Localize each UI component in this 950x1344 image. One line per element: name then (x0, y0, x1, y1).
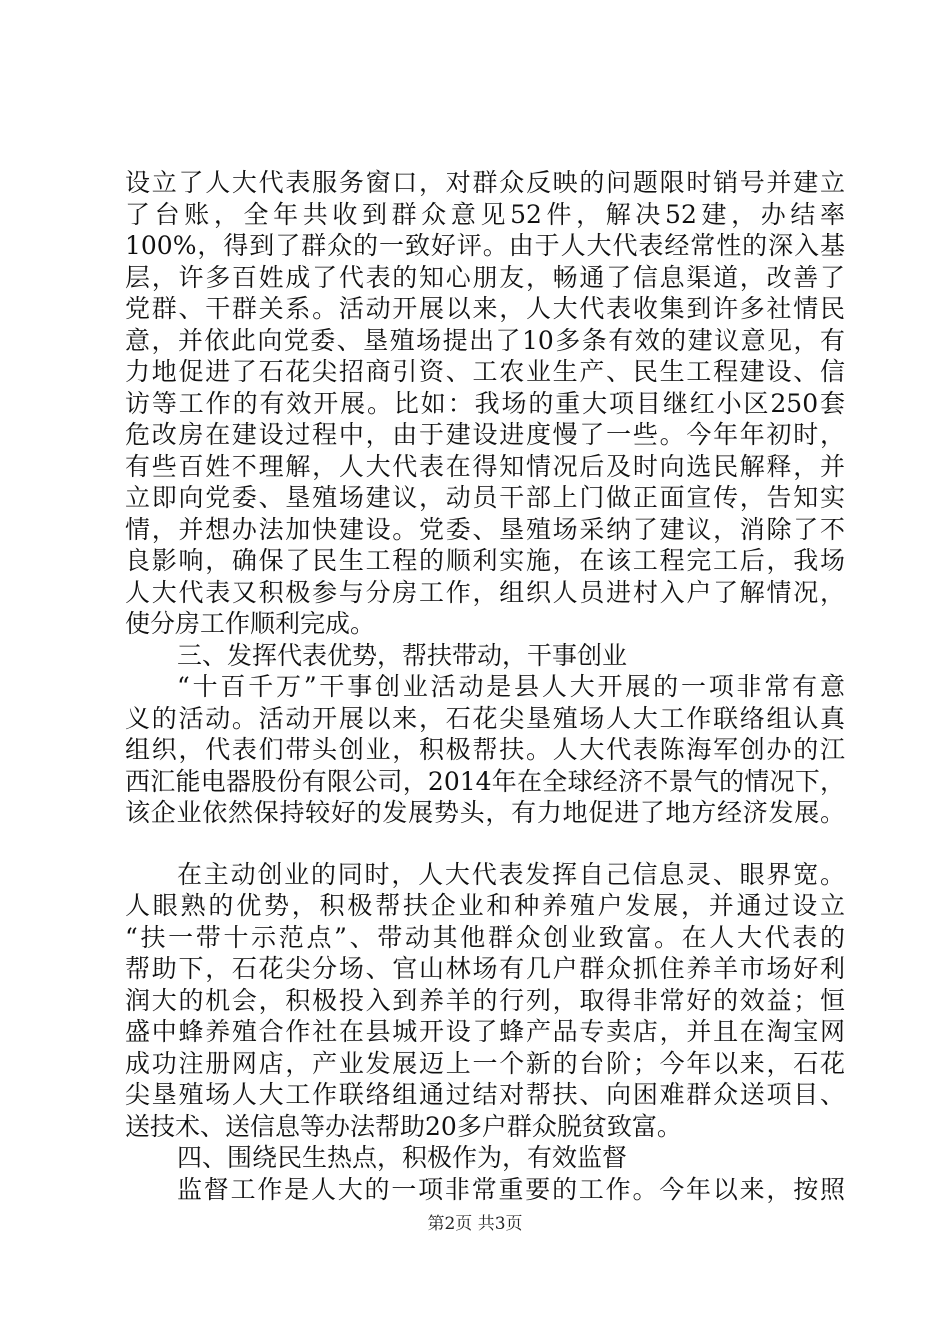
text-line: 该企业依然保持较好的发展势头，有力地促进了地方经济发展。 (125, 798, 845, 827)
text-line: 了台账，全年共收到群众意见52件，解决52建，办结率 (125, 199, 845, 229)
text-line: 监督工作是人大的一项非常重要的工作。今年以来，按照 (177, 1174, 845, 1204)
text-line: 危改房在建设过程中，由于建设进度慢了一些。今年年初时， (125, 420, 845, 449)
paragraph (125, 1174, 845, 1206)
text-line: 西汇能电器股份有限公司，2014年在全球经济不景气的情况下， (125, 766, 845, 796)
paragraph (125, 167, 845, 640)
text-line: 人眼熟的优势，积极帮扶企业和种养殖户发展，并通过设立 (125, 891, 845, 920)
text-line: 义的活动。活动开展以来，石花尖垦殖场人大工作联络组认真 (125, 703, 845, 733)
text-line: 有些百姓不理解，人大代表在得知情况后及时向选民解释，并 (125, 451, 845, 481)
paragraph (125, 671, 845, 829)
section-heading (125, 640, 845, 672)
text-line: 成功注册网店，产业发展迈上一个新的台阶；今年以来，石花 (125, 1048, 845, 1078)
text-line: 盛中蜂养殖合作社在县城开设了蜂产品专卖店，并且在淘宝网 (125, 1017, 845, 1046)
paragraph-gap (125, 829, 845, 859)
text-line: 润大的机会，积极投入到养羊的行列，取得非常好的效益；恒 (125, 985, 845, 1015)
text-line: 帮助下，石花尖分场、官山林场有几户群众抓住养羊市场好利 (125, 954, 845, 983)
section-heading (125, 1142, 845, 1174)
text-line: 立即向党委、垦殖场建议，动员干部上门做正面宣传，告知实 (125, 483, 845, 512)
paragraph (125, 859, 845, 1143)
text-line: 情，并想办法加快建设。党委、垦殖场采纳了建议，消除了不 (125, 514, 845, 544)
text-line: 人大代表又积极参与分房工作，组织人员进村入户了解情况， (125, 577, 845, 607)
page-number-footer: 第2页 共3页 (427, 1214, 523, 1234)
text-line: “扶一带十示范点”、带动其他群众创业致富。在人大代表的 (125, 922, 845, 952)
text-line: 层，许多百姓成了代表的知心朋友，畅通了信息渠道，改善了 (125, 262, 845, 292)
text-line: 送技术、送信息等办法帮助20多户群众脱贫致富。 (125, 1111, 682, 1141)
text-line: 设立了人大代表服务窗口，对群众反映的问题限时销号并建立 (125, 168, 845, 197)
text-line: 组织，代表们带头创业，积极帮扶。人大代表陈海军创办的江 (125, 735, 845, 764)
text-line: 力地促进了石花尖招商引资、工农业生产、民生工程建设、信 (125, 357, 845, 386)
text-line: 使分房工作顺利完成。 (125, 609, 376, 638)
text-line: 在主动创业的同时，人大代表发挥自己信息灵、眼界宽。 (177, 859, 845, 889)
heading-text: 四、围绕民生热点，积极作为，有效监督 (177, 1143, 628, 1172)
text-line: 100%，得到了群众的一致好评。由于人大代表经常性的深入基 (125, 231, 845, 260)
text-line: 意，并依此向党委、垦殖场提出了10多条有效的建议意见，有 (125, 325, 845, 355)
text-line: 访等工作的有效开展。比如：我场的重大项目继红小区250套 (125, 388, 845, 418)
text-line: 尖垦殖场人大工作联络组通过结对帮扶、向困难群众送项目、 (125, 1080, 845, 1109)
heading-text: 三、发挥代表优势，帮扶带动，干事创业 (177, 640, 628, 670)
text-line: 党群、干群关系。活动开展以来，人大代表收集到许多社情民 (125, 294, 845, 323)
text-line: 良影响，确保了民生工程的顺利实施，在该工程完工后，我场 (125, 546, 845, 575)
document-body (125, 167, 845, 1205)
text-line: “十百千万”干事创业活动是县人大开展的一项非常有意 (177, 672, 845, 701)
